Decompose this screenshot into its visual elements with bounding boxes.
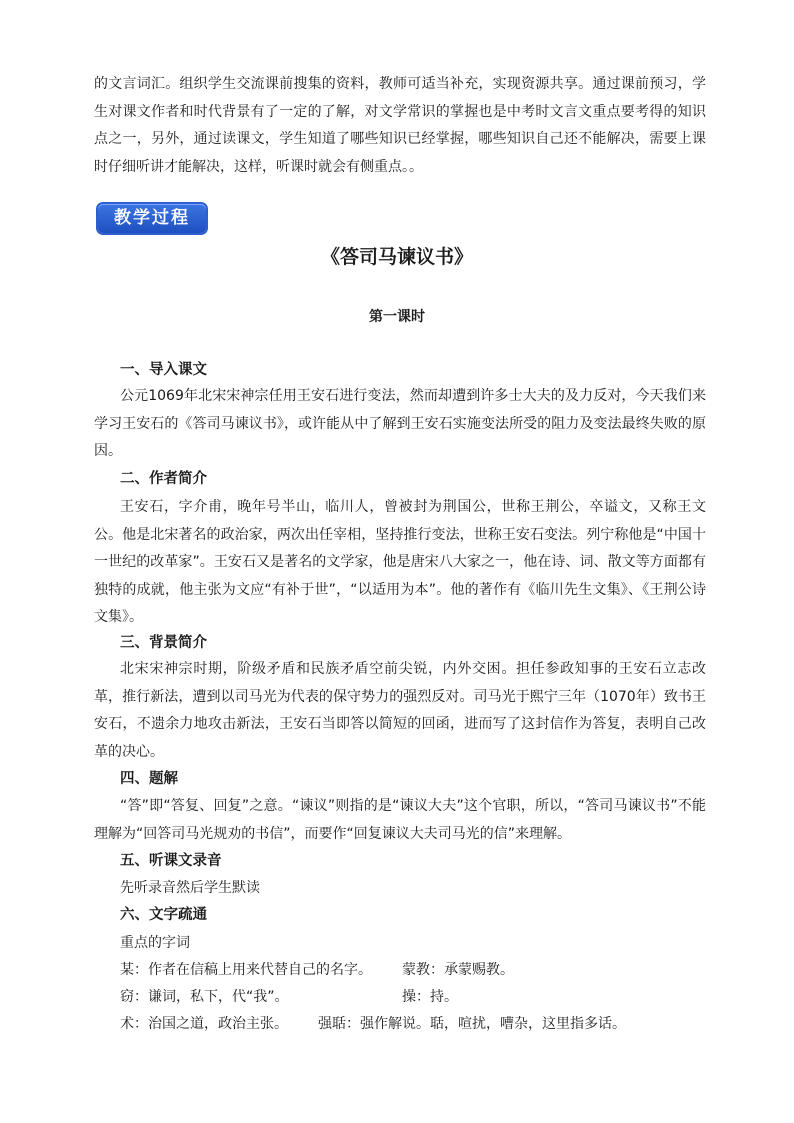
vocabulary-subheading: 重点的字词 <box>120 935 190 951</box>
vocab-item-right: 操：持。 <box>402 989 458 1005</box>
lesson-subtitle: 第一课时 <box>369 309 425 325</box>
section-heading-background: 三、背景简介 <box>120 635 207 651</box>
section-text-intro: 公元1069年北宋宋神宗任用王安石进行变法，然而却遭到许多士大夫的及力反对，今天我们来学习王安石的《答司马谏议书》，或许能从中了解到王安石实施变法所受的阻力及变法最终失败的原因。 <box>94 388 706 459</box>
section-text-title-explain: “答”即“答复、回复”之意。“谏议”则指的是“谏议大夫”这个官职，所以，“答司马谏议书”不能理解为“回答司马光规劝的书信”，而要作“回复谏议大夫司马光的信”来理解。 <box>94 798 706 842</box>
section-text-author: 王安石，字介甫，晚年号半山，临川人，曾被封为荆国公，世称王荆公，卒谥文，又称王文公。他是北宋著名的政治家，两次出任宰相，坚持推行变法，世称王安石变法。列宁称他是“中国十一世纪的改革家”。王安石又是著名的文学家，他是唐宋八大家之一，他在诗、词、散文等方面都有独特的成就，他主张为文应“有补于世”，“以适用为本”。他的著作有《临川先生文集》、《王荆公诗文集》。 <box>94 499 706 625</box>
section-heading-intro: 一、导入课文 <box>120 362 207 378</box>
vocab-item-left: 术：治国之道，政治主张。 <box>120 1016 288 1032</box>
section-heading-recording: 五、听课文录音 <box>120 853 222 869</box>
lesson-title: 《答司马谏议书》 <box>320 246 473 268</box>
vocab-item-left: 某：作者在信稿上用来代替自己的名字。 <box>120 962 372 978</box>
section-heading-title-explain: 四、题解 <box>120 771 178 787</box>
section-heading-author: 二、作者简介 <box>120 471 207 487</box>
teaching-process-badge: 教学过程 <box>98 204 206 233</box>
vocab-item-right: 强聒：强作解说。聒，喧扰，嘈杂，这里指多话。 <box>318 1016 626 1032</box>
section-heading-vocabulary: 六、文字疏通 <box>120 907 207 923</box>
section-text-background: 北宋宋神宗时期，阶级矛盾和民族矛盾空前尖锐，内外交困。担任参政知事的王安石立志改革，推行新法，遭到以司马光为代表的保守势力的强烈反对。司马光于熙宁三年（1070年）致书王安石，不遗余力地攻击新法，王安石当即答以简短的回函，进而写了这封信作为答复，表明自己改革的决心。 <box>94 661 706 760</box>
intro-paragraph: 的文言词汇。组织学生交流课前搜集的资料，教师可适当补充，实现资源共享。通过课前预习，学生对课文作者和时代背景有了一定的了解，对文学常识的掌握也是中考时文言文重点要考得的知识点之一，另外，通过读课文，学生知道了哪些知识已经掌握，哪些知识自己还不能解决，需要上课时仔细听讲才能解决，这样，听课时就会有侧重点。。 <box>94 76 706 175</box>
section-text-recording: 先听录音然后学生默读 <box>120 880 260 896</box>
vocab-item-right: 蒙教：承蒙赐教。 <box>402 962 514 978</box>
vocab-item-left: 窃：谦词，私下，代“我”。 <box>120 989 289 1005</box>
